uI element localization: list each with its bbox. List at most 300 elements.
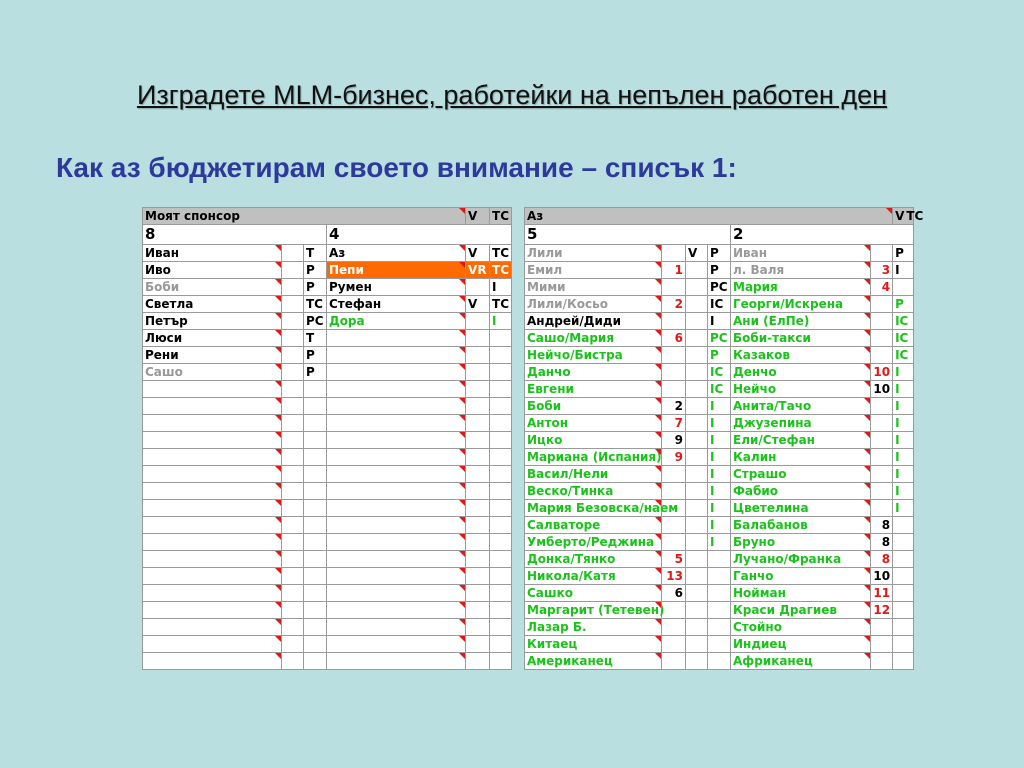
contact-status xyxy=(304,602,327,619)
contact-status xyxy=(708,585,731,602)
contact-name xyxy=(143,585,282,602)
contact-v xyxy=(686,398,708,415)
table-row xyxy=(525,330,914,347)
contact-status: PC xyxy=(304,313,327,330)
sponsor-header-tc: TC xyxy=(490,208,512,225)
contact-num: 1 xyxy=(662,262,686,279)
contact-v xyxy=(686,347,708,364)
contact-name: Данчо xyxy=(525,364,662,381)
downline-tc xyxy=(490,347,512,364)
downline-v xyxy=(466,653,490,670)
contact-status: TC xyxy=(304,296,327,313)
second-num xyxy=(871,449,893,466)
table-row xyxy=(143,500,512,517)
second-num: 10 xyxy=(871,568,893,585)
downline-v xyxy=(466,636,490,653)
contact-num: 6 xyxy=(662,585,686,602)
contact-num xyxy=(282,568,304,585)
contact-num xyxy=(282,500,304,517)
contact-v xyxy=(686,330,708,347)
second-num xyxy=(871,415,893,432)
contact-status xyxy=(304,466,327,483)
second-tc xyxy=(893,619,914,636)
second-name: Африканец xyxy=(731,653,871,670)
table-row xyxy=(525,517,914,534)
second-num: 11 xyxy=(871,585,893,602)
downline-v xyxy=(466,330,490,347)
table-row xyxy=(143,483,512,500)
contact-name: Никола/Катя xyxy=(525,568,662,585)
second-tc: IC xyxy=(893,330,914,347)
second-tc: I xyxy=(893,415,914,432)
contact-v xyxy=(686,653,708,670)
contact-num xyxy=(662,534,686,551)
downline-v xyxy=(466,483,490,500)
contact-v xyxy=(686,449,708,466)
contact-name: Умберто/Реджина xyxy=(525,534,662,551)
contact-status: I xyxy=(708,415,731,432)
second-num: 8 xyxy=(871,534,893,551)
contact-num xyxy=(282,517,304,534)
my-header-v: V xyxy=(895,209,905,223)
downline-name: Пепи xyxy=(327,262,466,279)
contact-v xyxy=(686,296,708,313)
downline-tc xyxy=(490,636,512,653)
downline-name xyxy=(327,415,466,432)
contact-v xyxy=(686,602,708,619)
contact-v xyxy=(686,381,708,398)
contact-status: I xyxy=(708,517,731,534)
second-tc xyxy=(893,602,914,619)
my-header-tc: TC xyxy=(906,209,924,223)
contact-status: I xyxy=(708,398,731,415)
contact-name: Сашо/Мария xyxy=(525,330,662,347)
second-name: Георги/Искрена xyxy=(731,296,871,313)
second-num xyxy=(871,398,893,415)
contact-status xyxy=(304,500,327,517)
table-row xyxy=(143,279,512,296)
contact-num: 9 xyxy=(662,432,686,449)
downline-name xyxy=(327,500,466,517)
second-tc xyxy=(893,517,914,534)
table-row xyxy=(143,432,512,449)
downline-tc xyxy=(490,585,512,602)
contact-name xyxy=(143,500,282,517)
second-tc: I xyxy=(893,483,914,500)
second-name: Страшо xyxy=(731,466,871,483)
second-tc: IC xyxy=(893,347,914,364)
contact-v xyxy=(686,551,708,568)
second-num xyxy=(871,296,893,313)
contact-num xyxy=(282,449,304,466)
second-tc: I xyxy=(893,381,914,398)
downline-tc xyxy=(490,602,512,619)
table-row xyxy=(143,517,512,534)
table-row xyxy=(525,313,914,330)
contact-num xyxy=(662,364,686,381)
contact-num xyxy=(662,517,686,534)
contact-status xyxy=(304,619,327,636)
contact-num: 6 xyxy=(662,330,686,347)
contact-name xyxy=(143,602,282,619)
downline-v: V xyxy=(466,245,490,262)
contact-num xyxy=(282,551,304,568)
contact-status xyxy=(304,636,327,653)
second-num: 4 xyxy=(871,279,893,296)
second-name: Мария xyxy=(731,279,871,296)
contact-v xyxy=(686,432,708,449)
my-sheet xyxy=(524,207,924,670)
downline-v xyxy=(466,551,490,568)
contact-num xyxy=(662,602,686,619)
contact-v xyxy=(686,483,708,500)
contact-status: IC xyxy=(708,381,731,398)
downline-v xyxy=(466,568,490,585)
table-row xyxy=(525,279,914,296)
downline-name xyxy=(327,347,466,364)
contact-status xyxy=(304,398,327,415)
downline-tc: I xyxy=(490,279,512,296)
downline-v xyxy=(466,449,490,466)
table-row xyxy=(525,449,914,466)
slide-subtitle: Как аз бюджетирам своето внимание – списък 1: xyxy=(56,152,737,183)
downline-name xyxy=(327,636,466,653)
my-count-a: 5 xyxy=(525,225,731,245)
downline-name xyxy=(327,466,466,483)
contact-num xyxy=(662,313,686,330)
slide-title: Изградете MLM-бизнес, работейки на непълен работен ден xyxy=(136,80,888,110)
table-row xyxy=(143,364,512,381)
table-row xyxy=(525,534,914,551)
contact-status: P xyxy=(304,279,327,296)
table-row xyxy=(143,381,512,398)
second-name: Индиец xyxy=(731,636,871,653)
contact-status: T xyxy=(304,245,327,262)
contact-v: V xyxy=(686,245,708,262)
contact-name xyxy=(143,517,282,534)
table-row xyxy=(143,313,512,330)
downline-tc xyxy=(490,619,512,636)
second-num: 10 xyxy=(871,364,893,381)
table-row xyxy=(525,551,914,568)
second-name: Анита/Тачо xyxy=(731,398,871,415)
contact-num xyxy=(282,415,304,432)
table-row xyxy=(525,364,914,381)
contact-num xyxy=(662,636,686,653)
contact-status: T xyxy=(304,330,327,347)
contact-status xyxy=(304,415,327,432)
contact-status: P xyxy=(708,347,731,364)
contact-name: Петър xyxy=(143,313,282,330)
downline-name xyxy=(327,449,466,466)
second-tc: I xyxy=(893,449,914,466)
downline-tc xyxy=(490,364,512,381)
table-row xyxy=(143,415,512,432)
my-rows xyxy=(525,245,914,670)
second-num: 8 xyxy=(871,551,893,568)
contact-status: I xyxy=(708,449,731,466)
contact-name: Боби xyxy=(525,398,662,415)
contact-num xyxy=(282,432,304,449)
my-header-v-tc xyxy=(893,208,924,225)
downline-tc xyxy=(490,415,512,432)
contact-name: Сашо xyxy=(143,364,282,381)
table-row xyxy=(525,466,914,483)
contact-status xyxy=(708,619,731,636)
downline-v xyxy=(466,381,490,398)
contact-name: Сашко xyxy=(525,585,662,602)
contact-status xyxy=(708,551,731,568)
contact-name: Лазар Б. xyxy=(525,619,662,636)
table-row xyxy=(525,653,914,670)
contact-num xyxy=(282,262,304,279)
second-tc: P xyxy=(893,245,914,262)
contact-status: I xyxy=(708,500,731,517)
contact-v xyxy=(686,313,708,330)
second-tc: I xyxy=(893,364,914,381)
contact-status xyxy=(304,568,327,585)
contact-num xyxy=(662,483,686,500)
contact-name: Боби xyxy=(143,279,282,296)
contact-v xyxy=(686,415,708,432)
second-name: л. Валя xyxy=(731,262,871,279)
second-name: Нойман xyxy=(731,585,871,602)
contact-name xyxy=(143,483,282,500)
second-name: Нейчо xyxy=(731,381,871,398)
second-num xyxy=(871,466,893,483)
contact-status xyxy=(304,551,327,568)
second-name: Джузепина xyxy=(731,415,871,432)
contact-num xyxy=(282,602,304,619)
downline-name xyxy=(327,364,466,381)
contact-name: Иван xyxy=(143,245,282,262)
downline-v xyxy=(466,279,490,296)
table-row xyxy=(143,602,512,619)
table-row xyxy=(143,398,512,415)
downline-v xyxy=(466,585,490,602)
contact-name: Васил/Нели xyxy=(525,466,662,483)
contact-name: Веско/Тинка xyxy=(525,483,662,500)
contact-name: Ицко xyxy=(525,432,662,449)
contact-name: Салваторе xyxy=(525,517,662,534)
contact-status: I xyxy=(708,483,731,500)
contact-num xyxy=(282,619,304,636)
table-row xyxy=(525,483,914,500)
contact-num xyxy=(662,619,686,636)
contact-num xyxy=(662,347,686,364)
second-num xyxy=(871,483,893,500)
contact-num: 7 xyxy=(662,415,686,432)
contact-status: I xyxy=(708,534,731,551)
second-tc xyxy=(893,279,914,296)
downline-name xyxy=(327,585,466,602)
second-name: Бруно xyxy=(731,534,871,551)
contact-status xyxy=(708,653,731,670)
downline-name: Аз xyxy=(327,245,466,262)
second-num xyxy=(871,500,893,517)
second-tc xyxy=(893,551,914,568)
downline-v: V xyxy=(466,296,490,313)
contact-name xyxy=(143,568,282,585)
contact-name: Андрей/Диди xyxy=(525,313,662,330)
contact-name: Антон xyxy=(525,415,662,432)
contact-name: Лили/Косьо xyxy=(525,296,662,313)
contact-name xyxy=(143,432,282,449)
downline-tc: TC xyxy=(490,296,512,313)
contact-name xyxy=(143,534,282,551)
downline-tc xyxy=(490,483,512,500)
downline-tc xyxy=(490,551,512,568)
contact-status: IC xyxy=(708,364,731,381)
downline-v xyxy=(466,398,490,415)
contact-num xyxy=(282,585,304,602)
downline-name: Стефан xyxy=(327,296,466,313)
contact-name: Мариана (Испания) xyxy=(525,449,662,466)
table-row xyxy=(143,262,512,279)
sponsor-header-v: V xyxy=(466,208,490,225)
table-row xyxy=(525,262,914,279)
table-row xyxy=(143,296,512,313)
contact-num xyxy=(282,534,304,551)
contact-num xyxy=(282,636,304,653)
second-name: Балабанов xyxy=(731,517,871,534)
downline-name xyxy=(327,619,466,636)
second-num: 10 xyxy=(871,381,893,398)
contact-name xyxy=(143,653,282,670)
downline-name: Румен xyxy=(327,279,466,296)
downline-tc: I xyxy=(490,313,512,330)
downline-name xyxy=(327,330,466,347)
contact-name: Лили xyxy=(525,245,662,262)
contact-status: P xyxy=(708,262,731,279)
contact-status: P xyxy=(304,364,327,381)
contact-num: 2 xyxy=(662,398,686,415)
table-row xyxy=(525,602,914,619)
contact-status xyxy=(708,636,731,653)
table-row xyxy=(143,466,512,483)
second-name: Краси Драгиев xyxy=(731,602,871,619)
second-name: Лучано/Франка xyxy=(731,551,871,568)
sponsor-header-label: Моят спонсор xyxy=(143,208,466,225)
contact-v xyxy=(686,466,708,483)
contact-v xyxy=(686,568,708,585)
table-row xyxy=(525,347,914,364)
downline-v xyxy=(466,466,490,483)
second-tc xyxy=(893,636,914,653)
table-row xyxy=(143,636,512,653)
contact-status: PC xyxy=(708,279,731,296)
contact-status xyxy=(304,449,327,466)
contact-num: 13 xyxy=(662,568,686,585)
contact-num: 2 xyxy=(662,296,686,313)
contact-num xyxy=(662,245,686,262)
contact-name xyxy=(143,551,282,568)
table-row xyxy=(143,619,512,636)
table-row xyxy=(525,568,914,585)
contact-status xyxy=(304,585,327,602)
contact-name xyxy=(143,636,282,653)
downline-v xyxy=(466,313,490,330)
my-count-b: 2 xyxy=(731,225,914,245)
downline-v xyxy=(466,415,490,432)
second-num: 8 xyxy=(871,517,893,534)
downline-tc xyxy=(490,568,512,585)
contact-num: 5 xyxy=(662,551,686,568)
sponsor-sheet xyxy=(142,207,512,670)
table-row xyxy=(525,415,914,432)
second-name: Калин xyxy=(731,449,871,466)
contact-status xyxy=(304,381,327,398)
table-row xyxy=(143,330,512,347)
contact-name: Нейчо/Бистра xyxy=(525,347,662,364)
contact-name: Китаец xyxy=(525,636,662,653)
second-num xyxy=(871,313,893,330)
downline-name xyxy=(327,398,466,415)
second-tc: I xyxy=(893,500,914,517)
contact-status: PC xyxy=(708,330,731,347)
contact-num: 9 xyxy=(662,449,686,466)
contact-num xyxy=(282,653,304,670)
second-tc xyxy=(893,568,914,585)
contact-num xyxy=(662,653,686,670)
contact-name xyxy=(143,381,282,398)
contact-name xyxy=(143,398,282,415)
second-num xyxy=(871,245,893,262)
downline-v xyxy=(466,602,490,619)
second-tc: I xyxy=(893,262,914,279)
contact-num xyxy=(282,381,304,398)
contact-num xyxy=(282,279,304,296)
second-tc: IC xyxy=(893,313,914,330)
downline-tc: TC xyxy=(490,262,512,279)
downline-tc xyxy=(490,534,512,551)
second-tc xyxy=(893,585,914,602)
contact-status xyxy=(304,534,327,551)
sponsor-rows xyxy=(143,245,512,670)
table-row xyxy=(525,245,914,262)
table-row xyxy=(143,534,512,551)
second-name: Казаков xyxy=(731,347,871,364)
downline-name xyxy=(327,551,466,568)
contact-name: Евгени xyxy=(525,381,662,398)
downline-v xyxy=(466,619,490,636)
contact-name xyxy=(143,415,282,432)
downline-tc xyxy=(490,398,512,415)
second-name: Ани (ЕлПе) xyxy=(731,313,871,330)
downline-name xyxy=(327,432,466,449)
contact-status: P xyxy=(708,245,731,262)
second-name: Денчо xyxy=(731,364,871,381)
table-row xyxy=(525,432,914,449)
contact-status xyxy=(708,602,731,619)
downline-v xyxy=(466,500,490,517)
table-row xyxy=(143,449,512,466)
table-row xyxy=(525,296,914,313)
contact-status xyxy=(708,568,731,585)
contact-name: Люси xyxy=(143,330,282,347)
contact-status: I xyxy=(708,432,731,449)
contact-v xyxy=(686,585,708,602)
second-num: 3 xyxy=(871,262,893,279)
second-tc: P xyxy=(893,296,914,313)
table-row xyxy=(143,245,512,262)
contact-status: IC xyxy=(708,296,731,313)
downline-tc xyxy=(490,449,512,466)
contact-status: I xyxy=(708,466,731,483)
contact-name: Американец xyxy=(525,653,662,670)
contact-v xyxy=(686,364,708,381)
downline-tc xyxy=(490,330,512,347)
